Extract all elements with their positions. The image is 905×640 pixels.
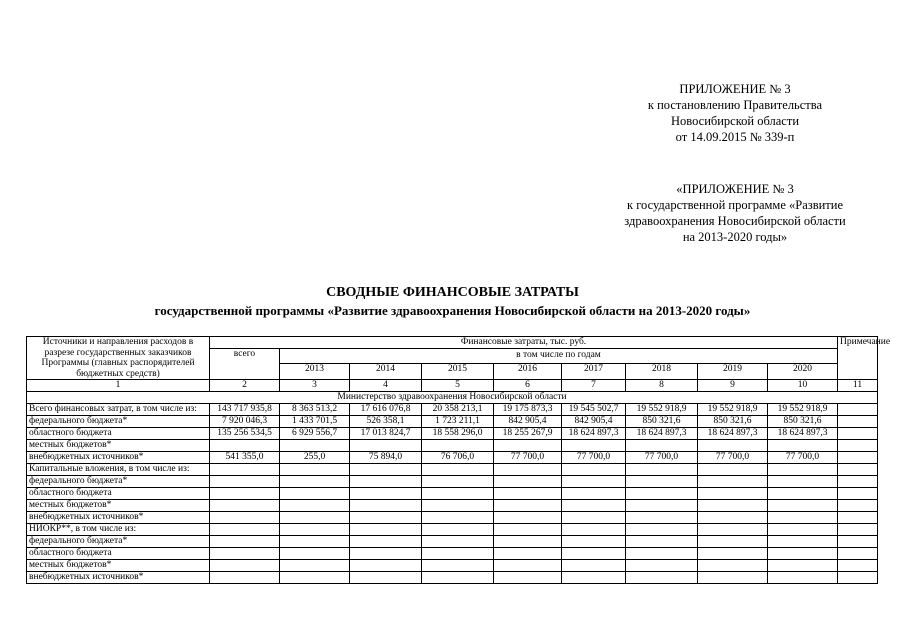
document-subtitle: государственной программы «Развитие здравоохранения Новосибирской области на 2013-2020 годы» [154,303,751,318]
appendix-line: от 14.09.2015 № 339-п [675,130,795,144]
value-cell [626,500,698,512]
value-cell [698,440,768,452]
sources-header: Источники и направления расходов в разрезе государственных заказчиков Программы (главных распорядителей бюджетных средств) [27,337,210,380]
row-label: областного бюджета [27,488,210,500]
value-cell [562,536,626,548]
note-cell [838,440,878,452]
value-cell: 77 700,0 [626,452,698,464]
value-cell [280,512,350,524]
note-cell [838,536,878,548]
value-cell: 19 552 918,9 [626,404,698,416]
note-cell [838,428,878,440]
value-cell [422,512,494,524]
table-row [27,524,878,536]
value-cell [768,548,838,560]
value-cell: 18 624 897,3 [562,428,626,440]
column-numbers-row [27,380,878,392]
table-row [27,464,878,476]
value-cell [422,560,494,572]
value-cell [562,548,626,560]
value-cell [698,572,768,584]
note-header: Примечание [838,337,878,380]
value-cell: 135 256 534,5 [210,428,280,440]
value-cell [280,440,350,452]
value-cell [768,524,838,536]
column-number: 4 [350,380,422,392]
value-cell [562,524,626,536]
value-cell [494,464,562,476]
row-label: федерального бюджета* [27,416,210,428]
note-cell [838,500,878,512]
value-cell [626,560,698,572]
value-cell [280,572,350,584]
value-cell [494,536,562,548]
resolution-appendix-header [610,81,860,145]
note-cell [838,524,878,536]
value-cell [280,476,350,488]
financial-costs-header: Финансовые затраты, тыс. руб. [210,337,838,349]
value-cell [768,500,838,512]
value-cell [210,524,280,536]
value-cell [422,464,494,476]
value-cell [768,560,838,572]
table-row [27,404,878,416]
value-cell: 17 616 076,8 [350,404,422,416]
value-cell [698,560,768,572]
value-cell [698,512,768,524]
value-cell: 6 929 556,7 [280,428,350,440]
value-cell: 77 700,0 [698,452,768,464]
section-title: Министерство здравоохранения Новосибирской области [27,392,878,404]
value-cell [626,476,698,488]
value-cell: 541 355,0 [210,452,280,464]
years-header: в том числе по годам [280,349,838,364]
row-label: областного бюджета [27,428,210,440]
appendix-line: к государственной программе «Развитие [627,198,843,212]
value-cell: 8 363 513,2 [280,404,350,416]
column-number: 3 [280,380,350,392]
value-cell: 75 894,0 [350,452,422,464]
value-cell: 842 905,4 [494,416,562,428]
value-cell: 7 920 046,3 [210,416,280,428]
note-cell [838,476,878,488]
row-label: федерального бюджета* [27,536,210,548]
value-cell [698,500,768,512]
value-cell: 850 321,6 [768,416,838,428]
value-cell [494,476,562,488]
value-cell [280,488,350,500]
table-row [27,416,878,428]
note-cell [838,572,878,584]
value-cell [350,476,422,488]
value-cell [494,572,562,584]
value-cell: 19 175 873,3 [494,404,562,416]
value-cell: 17 013 824,7 [350,428,422,440]
column-number: 9 [698,380,768,392]
value-cell [494,524,562,536]
value-cell [210,560,280,572]
value-cell [768,464,838,476]
year-cell: 2014 [350,363,422,380]
row-label: федерального бюджета* [27,476,210,488]
value-cell [626,548,698,560]
value-cell [768,440,838,452]
column-number: 11 [838,380,878,392]
table-row [27,512,878,524]
appendix-line: «ПРИЛОЖЕНИЕ № 3 [676,182,794,196]
value-cell [562,464,626,476]
value-cell [350,440,422,452]
value-cell [494,560,562,572]
value-cell: 18 624 897,3 [768,428,838,440]
value-cell: 18 624 897,3 [698,428,768,440]
value-cell [350,524,422,536]
program-appendix-header [590,181,880,245]
table-row [27,488,878,500]
note-cell [838,464,878,476]
value-cell [494,440,562,452]
value-cell: 1 433 701,5 [280,416,350,428]
value-cell [350,500,422,512]
column-number: 7 [562,380,626,392]
total-header: всего [210,349,280,380]
value-cell [698,464,768,476]
row-label: внебюджетных источников* [27,452,210,464]
value-cell [494,488,562,500]
value-cell [494,548,562,560]
table-row [27,476,878,488]
value-cell [350,488,422,500]
year-cell: 2019 [698,363,768,380]
value-cell [626,512,698,524]
table-row [27,560,878,572]
value-cell [422,572,494,584]
year-cell: 2015 [422,363,494,380]
value-cell [280,500,350,512]
value-cell [210,488,280,500]
value-cell [562,476,626,488]
row-label: областного бюджета [27,548,210,560]
value-cell: 850 321,6 [698,416,768,428]
value-cell [626,488,698,500]
value-cell [280,524,350,536]
value-cell [698,524,768,536]
value-cell [350,512,422,524]
value-cell [698,476,768,488]
value-cell: 143 717 935,8 [210,404,280,416]
row-label: Всего финансовых затрат, в том числе из: [27,404,210,416]
value-cell [210,440,280,452]
year-cell: 2020 [768,363,838,380]
value-cell [562,572,626,584]
value-cell: 77 700,0 [494,452,562,464]
row-label: внебюджетных источников* [27,572,210,584]
table-row [27,536,878,548]
value-cell [350,572,422,584]
row-label: внебюджетных источников* [27,512,210,524]
value-cell: 18 558 296,0 [422,428,494,440]
value-cell: 19 552 918,9 [698,404,768,416]
row-label: местных бюджетов* [27,500,210,512]
value-cell: 76 706,0 [422,452,494,464]
column-number: 5 [422,380,494,392]
value-cell [626,536,698,548]
year-cell: 2016 [494,363,562,380]
value-cell: 526 358,1 [350,416,422,428]
row-label: НИОКР**, в том числе из: [27,524,210,536]
document-title: СВОДНЫЕ ФИНАНСОВЫЕ ЗАТРАТЫ [326,285,579,300]
column-number: 2 [210,380,280,392]
value-cell [698,548,768,560]
value-cell [350,536,422,548]
value-cell: 255,0 [280,452,350,464]
note-cell [838,416,878,428]
value-cell [350,464,422,476]
note-cell [838,452,878,464]
row-label: Капитальные вложения, в том числе из: [27,464,210,476]
appendix-line: к постановлению Правительства [647,98,823,112]
value-cell [350,548,422,560]
value-cell: 850 321,6 [626,416,698,428]
column-number: 6 [494,380,562,392]
value-cell [280,548,350,560]
note-cell [838,404,878,416]
value-cell: 19 545 502,7 [562,404,626,416]
value-cell: 18 624 897,3 [626,428,698,440]
value-cell [494,500,562,512]
value-cell [562,560,626,572]
value-cell [422,476,494,488]
year-cell: 2017 [562,363,626,380]
appendix-line: ПРИЛОЖЕНИЕ № 3 [679,82,791,96]
year-cell: 2013 [280,363,350,380]
row-label: местных бюджетов* [27,560,210,572]
note-cell [838,512,878,524]
value-cell [280,536,350,548]
table-row [27,500,878,512]
value-cell: 20 358 213,1 [422,404,494,416]
value-cell [422,536,494,548]
value-cell [494,512,562,524]
column-number: 1 [27,380,210,392]
value-cell [768,512,838,524]
header-row [27,337,878,349]
appendix-line: на 2013-2020 годы» [682,230,788,244]
table-row [27,428,878,440]
value-cell [768,488,838,500]
value-cell: 77 700,0 [562,452,626,464]
value-cell [626,572,698,584]
appendix-line: Новосибирской области [670,114,800,128]
value-cell [626,464,698,476]
value-cell: 18 255 267,9 [494,428,562,440]
value-cell [626,524,698,536]
value-cell [562,440,626,452]
value-cell [280,464,350,476]
value-cell: 842 905,4 [562,416,626,428]
row-label: местных бюджетов* [27,440,210,452]
value-cell: 1 723 211,1 [422,416,494,428]
column-number: 8 [626,380,698,392]
value-cell [768,536,838,548]
value-cell: 77 700,0 [768,452,838,464]
value-cell [562,512,626,524]
value-cell [698,536,768,548]
column-number: 10 [768,380,838,392]
value-cell [210,500,280,512]
table-row [27,440,878,452]
value-cell [210,476,280,488]
financial-costs-table [26,336,891,584]
value-cell [280,560,350,572]
value-cell [210,512,280,524]
value-cell [768,572,838,584]
value-cell [422,500,494,512]
value-cell [422,524,494,536]
value-cell: 19 552 918,9 [768,404,838,416]
value-cell [422,548,494,560]
note-cell [838,548,878,560]
value-cell [422,488,494,500]
note-cell [838,560,878,572]
value-cell [626,440,698,452]
value-cell [210,572,280,584]
appendix-line: здравоохранения Новосибирской области [624,214,846,228]
table-row [27,548,878,560]
value-cell [422,440,494,452]
table-row [27,452,878,464]
note-cell [838,488,878,500]
value-cell [210,536,280,548]
value-cell [350,560,422,572]
value-cell [562,488,626,500]
section-row [27,392,878,404]
table-row [27,572,878,584]
year-cell: 2018 [626,363,698,380]
value-cell [210,548,280,560]
value-cell [768,476,838,488]
value-cell [562,500,626,512]
value-cell [698,488,768,500]
value-cell [210,464,280,476]
